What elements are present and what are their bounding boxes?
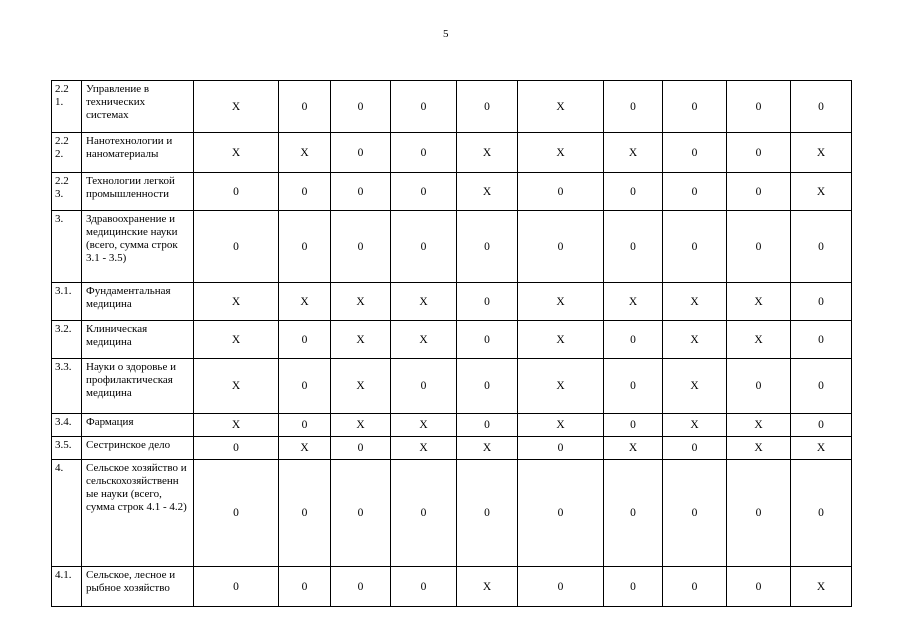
- value-cell: 0: [518, 437, 604, 460]
- value-cell: X: [331, 359, 391, 414]
- value-cell: X: [727, 321, 791, 359]
- value-cell: 0: [727, 359, 791, 414]
- value-cell: X: [791, 567, 852, 607]
- value-cell: 0: [279, 567, 331, 607]
- row-number: 4.: [52, 460, 82, 567]
- value-cell: 0: [331, 211, 391, 283]
- table-body: [52, 81, 852, 607]
- value-cell: X: [194, 359, 279, 414]
- value-cell: 0: [279, 359, 331, 414]
- value-cell: X: [457, 567, 518, 607]
- value-cell: 0: [727, 173, 791, 211]
- value-cell: X: [194, 321, 279, 359]
- value-cell: X: [518, 359, 604, 414]
- row-name: Фармация: [82, 414, 194, 437]
- value-cell: 0: [331, 460, 391, 567]
- value-cell: 0: [791, 460, 852, 567]
- table-row: [52, 460, 852, 567]
- row-name: Фундаментальная медицина: [82, 283, 194, 321]
- value-cell: X: [604, 283, 663, 321]
- value-cell: X: [791, 173, 852, 211]
- row-name: Клиническая медицина: [82, 321, 194, 359]
- value-cell: 0: [194, 460, 279, 567]
- value-cell: X: [457, 437, 518, 460]
- value-cell: 0: [663, 437, 727, 460]
- row-number: 3.1.: [52, 283, 82, 321]
- value-cell: 0: [604, 321, 663, 359]
- value-cell: X: [194, 133, 279, 173]
- value-cell: X: [727, 414, 791, 437]
- table-row: [52, 283, 852, 321]
- value-cell: 0: [518, 567, 604, 607]
- value-cell: 0: [391, 133, 457, 173]
- value-cell: X: [518, 321, 604, 359]
- value-cell: X: [663, 321, 727, 359]
- value-cell: 0: [791, 414, 852, 437]
- value-cell: 0: [279, 81, 331, 133]
- value-cell: 0: [279, 460, 331, 567]
- row-number: 3.5.: [52, 437, 82, 460]
- value-cell: 0: [331, 173, 391, 211]
- value-cell: X: [391, 437, 457, 460]
- value-cell: 0: [391, 173, 457, 211]
- value-cell: 0: [604, 359, 663, 414]
- value-cell: 0: [663, 173, 727, 211]
- row-number: 3.3.: [52, 359, 82, 414]
- value-cell: 0: [391, 460, 457, 567]
- table-row: [52, 211, 852, 283]
- value-cell: 0: [791, 359, 852, 414]
- row-number: 3.: [52, 211, 82, 283]
- value-cell: X: [331, 283, 391, 321]
- value-cell: 0: [727, 567, 791, 607]
- value-cell: 0: [279, 321, 331, 359]
- value-cell: 0: [791, 283, 852, 321]
- value-cell: 0: [457, 211, 518, 283]
- value-cell: 0: [518, 211, 604, 283]
- value-cell: 0: [457, 283, 518, 321]
- value-cell: X: [194, 283, 279, 321]
- value-cell: 0: [279, 173, 331, 211]
- value-cell: X: [518, 81, 604, 133]
- table-row: [52, 359, 852, 414]
- row-number: 2.2 2.: [52, 133, 82, 173]
- table-row: [52, 414, 852, 437]
- value-cell: 0: [518, 173, 604, 211]
- page-number: 5: [443, 28, 449, 40]
- value-cell: 0: [604, 81, 663, 133]
- value-cell: 0: [663, 211, 727, 283]
- value-cell: 0: [457, 414, 518, 437]
- value-cell: X: [391, 321, 457, 359]
- value-cell: 0: [663, 81, 727, 133]
- table-row: [52, 133, 852, 173]
- value-cell: X: [194, 414, 279, 437]
- row-number: 2.2 3.: [52, 173, 82, 211]
- table-row: [52, 437, 852, 460]
- row-number: 3.4.: [52, 414, 82, 437]
- value-cell: X: [518, 283, 604, 321]
- value-cell: 0: [279, 414, 331, 437]
- value-cell: 0: [457, 460, 518, 567]
- value-cell: 0: [663, 567, 727, 607]
- value-cell: X: [663, 283, 727, 321]
- row-number: 2.2 1.: [52, 81, 82, 133]
- value-cell: X: [791, 437, 852, 460]
- value-cell: X: [194, 81, 279, 133]
- value-cell: X: [391, 283, 457, 321]
- value-cell: 0: [791, 321, 852, 359]
- value-cell: X: [791, 133, 852, 173]
- value-cell: X: [604, 133, 663, 173]
- value-cell: 0: [331, 81, 391, 133]
- value-cell: X: [457, 173, 518, 211]
- table-row: [52, 173, 852, 211]
- value-cell: 0: [194, 437, 279, 460]
- data-table: [51, 80, 852, 607]
- value-cell: 0: [457, 321, 518, 359]
- value-cell: X: [727, 283, 791, 321]
- row-number: 3.2.: [52, 321, 82, 359]
- value-cell: X: [279, 283, 331, 321]
- value-cell: X: [279, 437, 331, 460]
- value-cell: 0: [331, 437, 391, 460]
- value-cell: 0: [604, 567, 663, 607]
- value-cell: X: [663, 359, 727, 414]
- value-cell: 0: [331, 133, 391, 173]
- value-cell: 0: [727, 460, 791, 567]
- row-number: 4.1.: [52, 567, 82, 607]
- row-name: Нанотехнологии и наноматериалы: [82, 133, 194, 173]
- value-cell: 0: [604, 414, 663, 437]
- value-cell: X: [663, 414, 727, 437]
- value-cell: 0: [604, 460, 663, 567]
- value-cell: 0: [391, 567, 457, 607]
- value-cell: 0: [791, 211, 852, 283]
- row-name: Здравоохранение и медицинские науки (всего, сумма строк 3.1 - 3.5): [82, 211, 194, 283]
- table-row: [52, 321, 852, 359]
- value-cell: 0: [518, 460, 604, 567]
- value-cell: X: [604, 437, 663, 460]
- value-cell: 0: [663, 133, 727, 173]
- value-cell: 0: [457, 81, 518, 133]
- value-cell: 0: [727, 81, 791, 133]
- row-name: Технологии легкой промышленности: [82, 173, 194, 211]
- value-cell: 0: [279, 211, 331, 283]
- value-cell: 0: [391, 81, 457, 133]
- row-name: Сестринское дело: [82, 437, 194, 460]
- table-row: [52, 81, 852, 133]
- value-cell: 0: [727, 211, 791, 283]
- value-cell: X: [331, 321, 391, 359]
- row-name: Науки о здоровье и профилактическая медицина: [82, 359, 194, 414]
- value-cell: 0: [194, 173, 279, 211]
- value-cell: 0: [194, 211, 279, 283]
- value-cell: 0: [331, 567, 391, 607]
- value-cell: X: [331, 414, 391, 437]
- value-cell: 0: [391, 211, 457, 283]
- value-cell: X: [518, 414, 604, 437]
- value-cell: 0: [194, 567, 279, 607]
- value-cell: X: [279, 133, 331, 173]
- value-cell: 0: [604, 211, 663, 283]
- value-cell: X: [518, 133, 604, 173]
- value-cell: 0: [457, 359, 518, 414]
- row-name: Управление в технических системах: [82, 81, 194, 133]
- value-cell: 0: [791, 81, 852, 133]
- value-cell: 0: [604, 173, 663, 211]
- value-cell: X: [457, 133, 518, 173]
- table-row: [52, 567, 852, 607]
- row-name: Сельское, лесное и рыбное хозяйство: [82, 567, 194, 607]
- value-cell: 0: [391, 359, 457, 414]
- value-cell: 0: [727, 133, 791, 173]
- value-cell: X: [391, 414, 457, 437]
- row-name: Сельское хозяйство и сельскохозяйственн ые науки (всего, сумма строк 4.1 - 4.2): [82, 460, 194, 567]
- value-cell: 0: [663, 460, 727, 567]
- value-cell: X: [727, 437, 791, 460]
